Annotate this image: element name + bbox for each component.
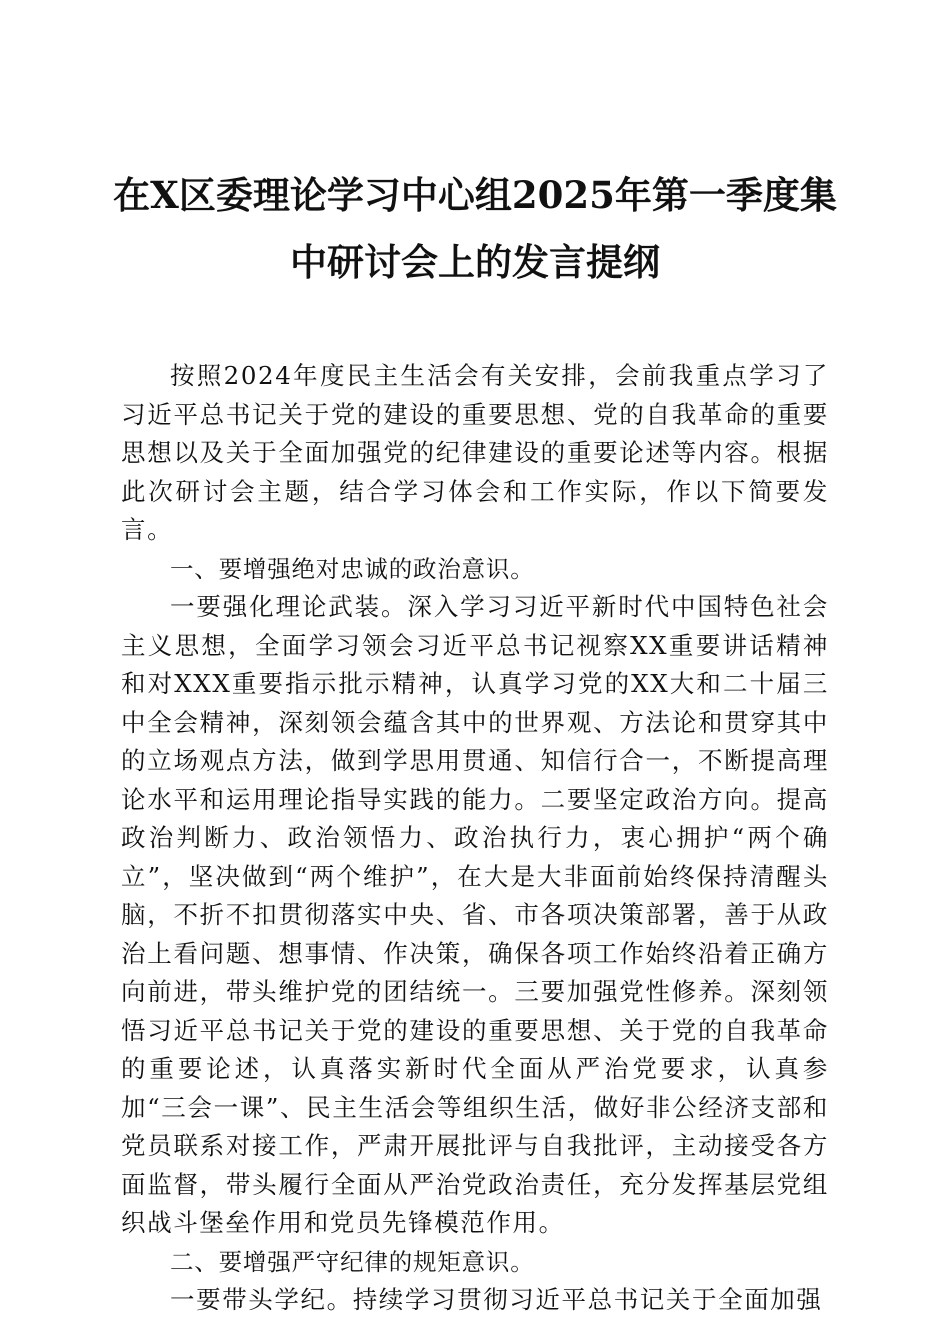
section-2-heading: 二、要增强严守纪律的规矩意识。 [170,1247,535,1276]
intro-paragraph: 按照2024年度民主生活会有关安排，会前我重点学习了习近平总书记关于党的建设的重要思想、党的自我革命的重要思想以及关于全面加强党的纪律建设的重要论述等内容。根据此次研讨会主题，结合学习体会和工作实际，作以下简要发言。 [121,361,829,544]
section-2-paragraph: 一要带头学纪。持续学习贯彻习近平总书记关于全面加强 [170,1285,823,1314]
section-1-paragraph: 一要强化理论武装。深入学习习近平新时代中国特色社会主义思想，全面学习领会习近平总书记视察XX重要讲话精神和对XXX重要指示批示精神，认真学习党的XX大和二十届三中全会精神，深刻领会蕴含其中的世界观、方法论和贯穿其中的立场观点方法，做到学思用贯通、知信行合一，不断提高理论水平和运用理论指导实践的能力。二要坚定政治方向。提高政治判断力、政治领悟力、政治执行力，衷心拥护“两个确立”，坚决做到“两个维护”，在大是大非面前始终保持清醒头脑，不折不扣贯彻落实中央、省、市各项决策部署，善于从政治上看问题、想事情、作决策，确保各项工作始终沿着正确方向前进，带头维护党的团结统一。三要加强党性修养。深刻领悟习近平总书记关于党的建设的重要思想、关于党的自我革命的重要论述，认真落实新时代全面从严治党要求，认真参加“三会一课”、民主生活会等组织生活，做好非公经济支部和党员联系对接工作，严肃开展批评与自我批评，主动接受各方面监督，带头履行全面从严治党政治责任，充分发挥基层党组织战斗堡垒作用和党员先锋模范作用。 [121,592,829,1237]
section-1-heading: 一、要增强绝对忠诚的政治意识。 [170,554,535,583]
document-title-line-1: 在X区委理论学习中心组2025年第一季度集 [113,173,837,217]
document-title-line-2: 中研讨会上的发言提纲 [290,240,660,284]
document-body [121,357,829,1320]
